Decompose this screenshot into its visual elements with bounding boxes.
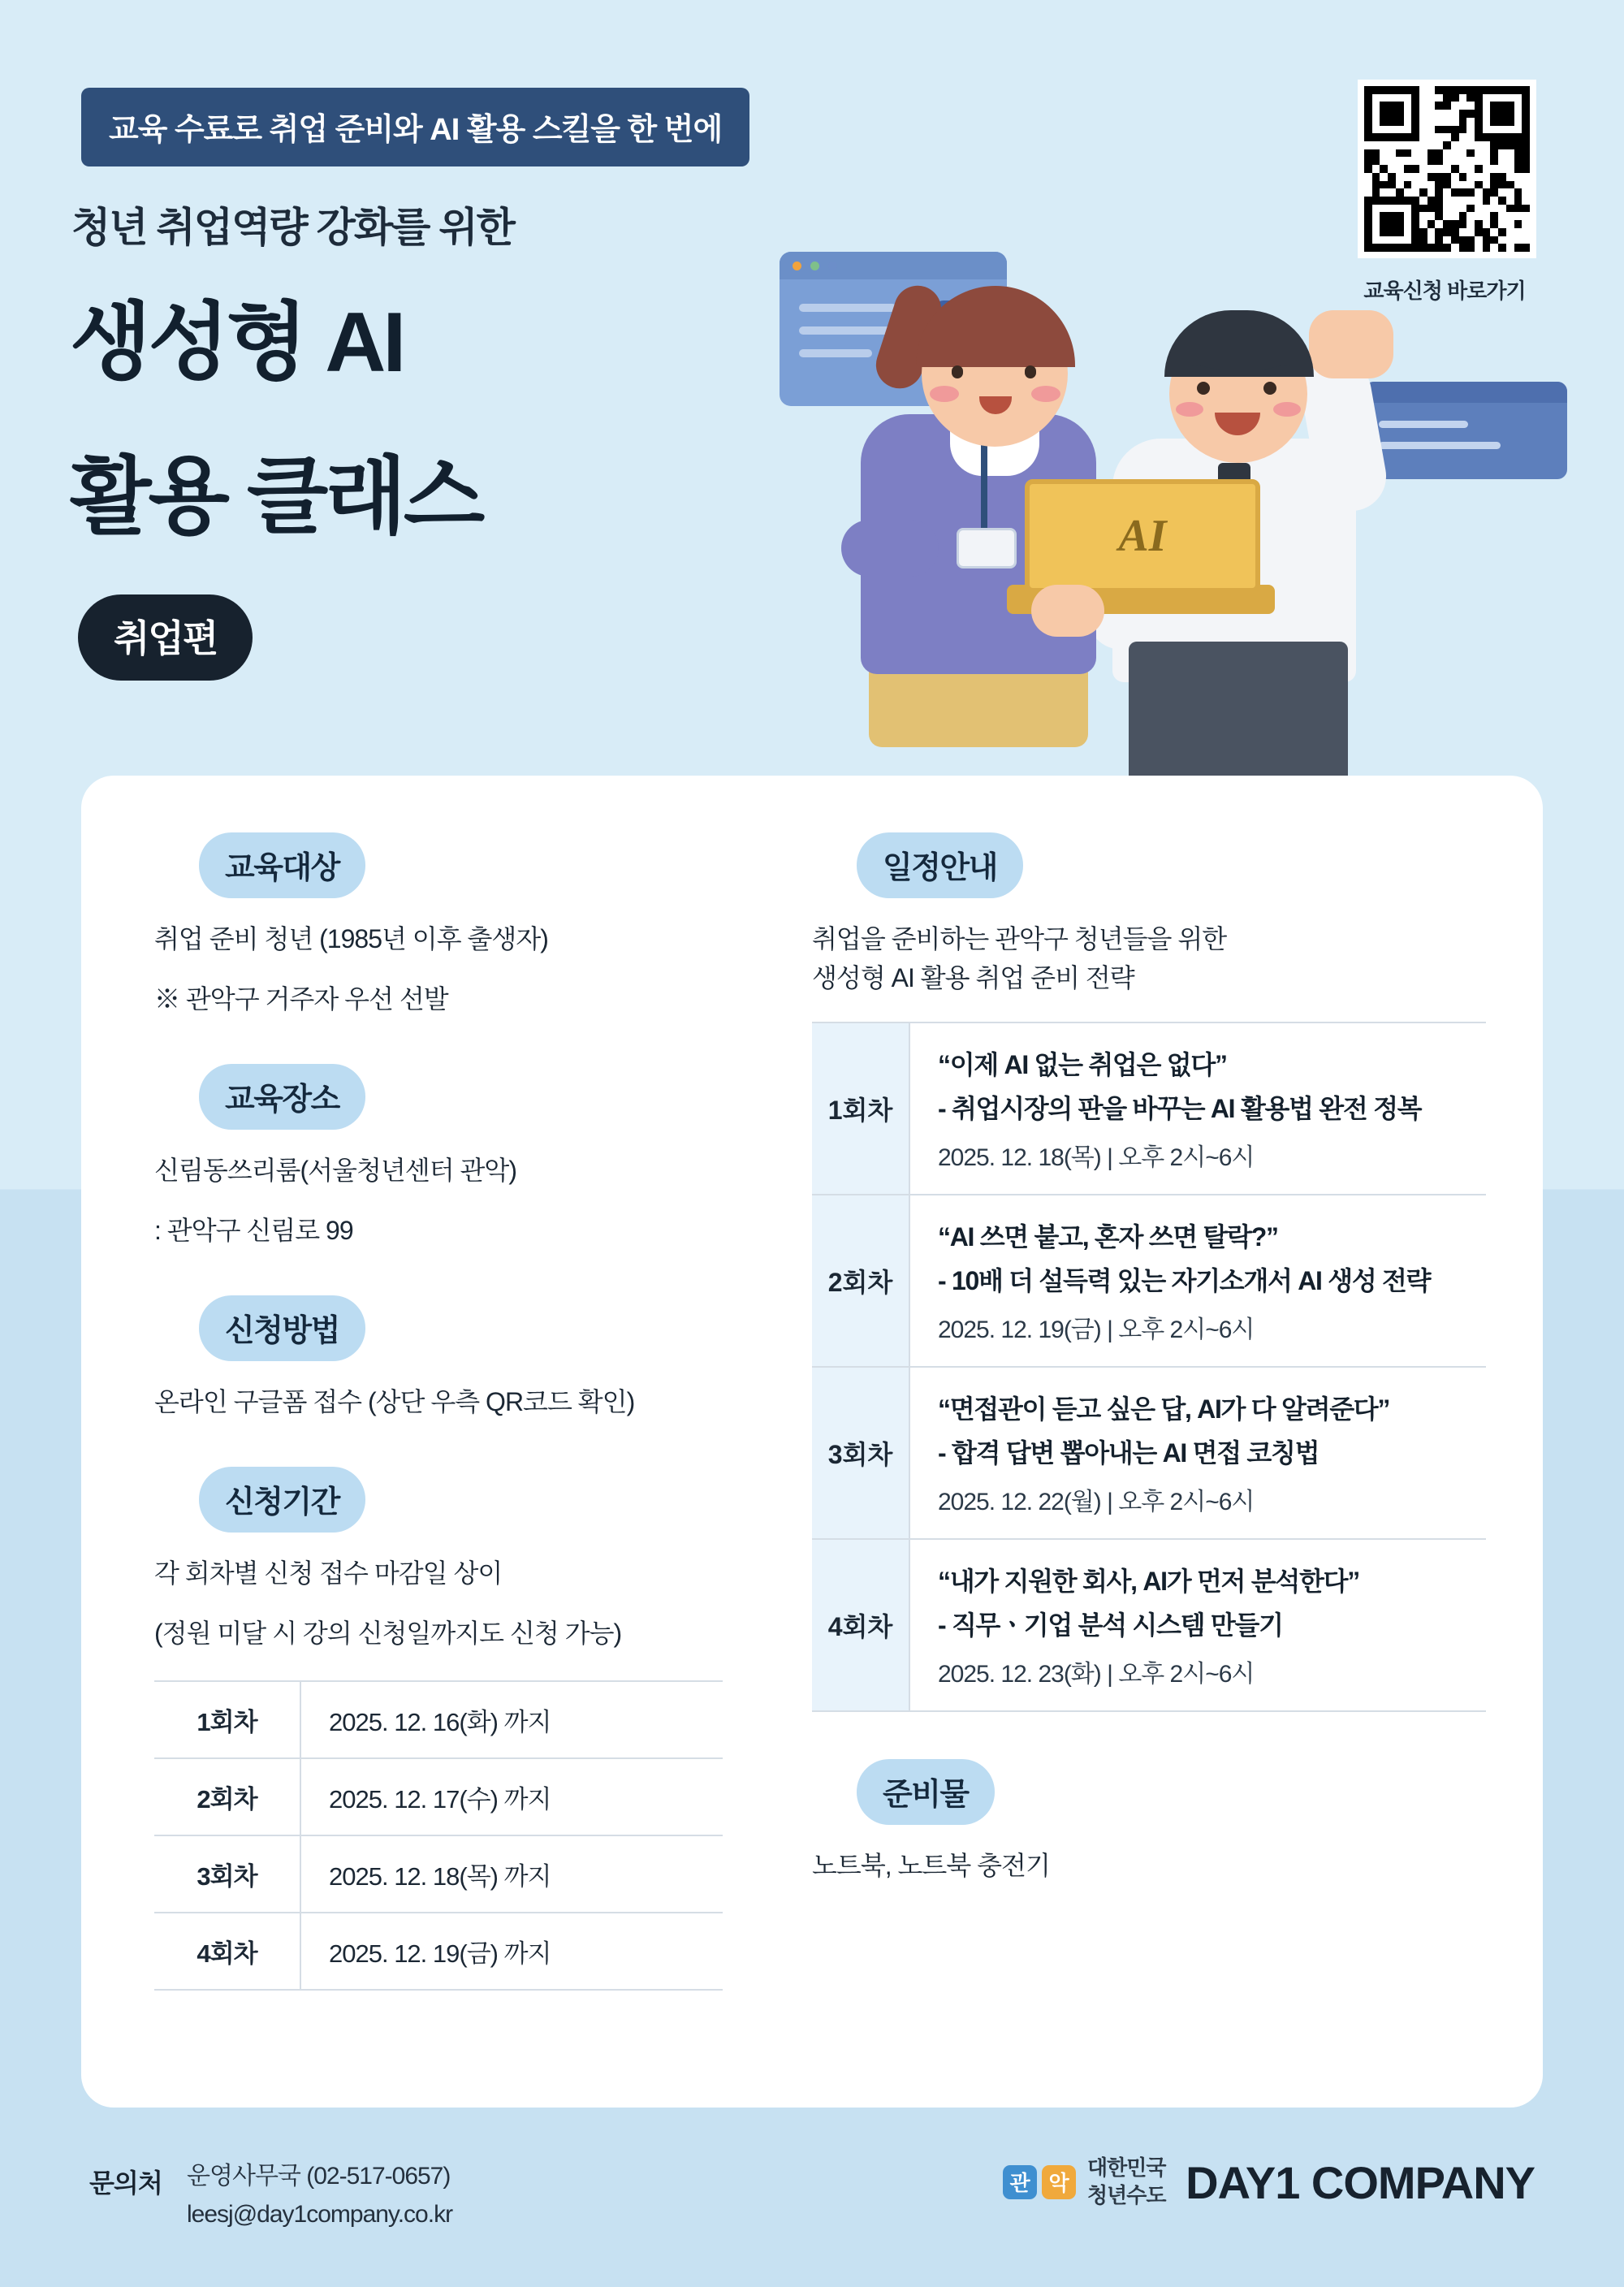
schedule-title: “면접관이 듣고 싶은 답, AI가 다 알려준다”: [938, 1394, 1390, 1424]
qr-code[interactable]: [1358, 80, 1536, 258]
section-schedule-intro2: 생성형 AI 활용 취업 준비 전략: [812, 963, 1134, 992]
gwanak-logo-text-2: 청년수도: [1087, 2182, 1166, 2207]
section-apply-period-title: 신청기간: [199, 1467, 365, 1533]
deadline-date: 2025. 12. 18(목) 까지: [300, 1835, 723, 1913]
window-small-line-2: [1379, 442, 1501, 449]
info-card: [81, 776, 1543, 2108]
footer: [0, 2148, 1624, 2286]
window-small-titlebar: [1364, 382, 1567, 403]
person-a-cheek-left: [930, 386, 959, 402]
section-schedule: [812, 832, 1486, 1712]
table-row: [154, 1758, 723, 1835]
header-ribbon: 교육 수료로 취업 준비와 AI 활용 스킬을 한 번에: [81, 88, 749, 166]
section-schedule-intro1: 취업을 준비하는 관악구 청년들을 위한: [812, 924, 1227, 953]
gwanak-logo-text: [1087, 2155, 1165, 2210]
person-a-lanyard: [981, 439, 987, 536]
gwanak-logo: [1003, 2155, 1165, 2210]
schedule-content: [909, 1539, 1486, 1711]
schedule-table: [812, 1022, 1486, 1712]
section-target-line2: ※ 관악구 거주자 우선 선발: [154, 984, 448, 1014]
deadline-session: 4회차: [154, 1913, 300, 1990]
schedule-session: 1회차: [812, 1022, 909, 1195]
schedule-subtitle: - 취업시장의 판을 바꾸는 AI 활용법 완전 정복: [938, 1094, 1422, 1123]
gwanak-logo-mark: [1003, 2165, 1076, 2199]
section-target-title: 교육대상: [199, 832, 365, 898]
laptop-screen: [1025, 479, 1260, 593]
section-target: [154, 832, 788, 1018]
person-b-hair: [1164, 310, 1314, 377]
section-supplies: [812, 1759, 1486, 1885]
table-row: [812, 1367, 1486, 1539]
schedule-subtitle: - 10배 더 설득력 있는 자기소개서 AI 생성 전략: [938, 1266, 1431, 1295]
schedule-date: 2025. 12. 19(금) | 오후 2시~6시: [938, 1316, 1255, 1343]
deadline-date: 2025. 12. 16(화) 까지: [300, 1681, 723, 1758]
window-graphic-small: [1364, 382, 1567, 479]
section-target-line1: 취업 준비 청년 (1985년 이후 출생자): [154, 924, 548, 953]
section-apply-method-line1: 온라인 구글폼 접수 (상단 우측 QR코드 확인): [154, 1387, 635, 1416]
window-small-line-1: [1379, 421, 1468, 428]
section-schedule-title: 일정안내: [857, 832, 1023, 898]
left-column: [154, 832, 788, 2036]
schedule-session: 4회차: [812, 1539, 909, 1711]
section-supplies-title: 준비물: [857, 1759, 995, 1825]
schedule-title: “AI 쓰면 붙고, 혼자 쓰면 탈락?”: [938, 1222, 1278, 1252]
person-a-cheek-right: [1031, 386, 1060, 402]
person-b-right-hand: [1309, 310, 1393, 378]
laptop-ai-label: AI: [1118, 511, 1167, 561]
window-dot-1: [793, 262, 801, 270]
table-row: [812, 1022, 1486, 1195]
gwanak-logo-text-1: 대한민국: [1087, 2155, 1166, 2180]
section-place-line2: : 관악구 신림로 99: [154, 1216, 353, 1245]
schedule-content: [909, 1367, 1486, 1539]
person-b-eye-right: [1263, 382, 1276, 395]
contact-label: 문의처: [89, 2168, 162, 2198]
window-line-3: [799, 349, 872, 357]
person-a-arm: [841, 520, 939, 577]
section-apply-period: [154, 1467, 788, 1991]
table-row: [154, 1913, 723, 1990]
person-a-eye-right: [1025, 365, 1036, 378]
window-line-1: [799, 304, 896, 312]
right-column: [812, 832, 1486, 1885]
schedule-session: 3회차: [812, 1367, 909, 1539]
deadline-date: 2025. 12. 17(수) 까지: [300, 1758, 723, 1835]
table-row: [154, 1681, 723, 1758]
brand-logo: DAY1 COMPANY: [1186, 2157, 1535, 2208]
schedule-title: “내가 지원한 회사, AI가 먼저 분석한다”: [938, 1567, 1359, 1596]
window-dot-3: [828, 262, 837, 270]
person-b-cheek-right: [1273, 402, 1301, 417]
deadline-date: 2025. 12. 19(금) 까지: [300, 1913, 723, 1990]
header-title-line2: 활용 클래스: [70, 450, 482, 544]
header-tag-badge: 취업편: [78, 594, 253, 681]
contact-info: [187, 2158, 452, 2233]
contact-phone: 운영사무국 (02-517-0657): [187, 2163, 451, 2190]
deadline-table: [154, 1680, 723, 1991]
person-a-eye-left: [952, 365, 963, 378]
schedule-date: 2025. 12. 18(목) | 오후 2시~6시: [938, 1144, 1255, 1171]
section-apply-method: [154, 1295, 788, 1421]
section-place: [154, 1064, 788, 1250]
person-a-hand: [1031, 585, 1104, 637]
schedule-subtitle: - 합격 답변 뽑아내는 AI 면접 코칭법: [938, 1438, 1320, 1468]
schedule-subtitle: - 직무ㆍ기업 분석 시스템 만들기: [938, 1610, 1283, 1640]
section-apply-period-line2: (정원 미달 시 강의 신청일까지도 신청 가능): [154, 1619, 622, 1648]
section-place-line1: 신림동쓰리룸(서울청년센터 관악): [154, 1156, 516, 1185]
deadline-session: 1회차: [154, 1681, 300, 1758]
illustration: [763, 236, 1575, 788]
schedule-date: 2025. 12. 22(월) | 오후 2시~6시: [938, 1489, 1255, 1515]
section-apply-method-title: 신청방법: [199, 1295, 365, 1361]
person-b-eye-left: [1197, 382, 1210, 395]
window-dot-2: [810, 262, 819, 270]
person-a-badge: [957, 528, 1017, 569]
header-subtitle: 청년 취업역량 강화를 위한: [71, 205, 514, 250]
gwanak-logo-char-2: 악: [1042, 2165, 1076, 2199]
header-title-line1: 생성형 AI: [70, 296, 404, 390]
section-supplies-line1: 노트북, 노트북 충전기: [812, 1851, 1050, 1880]
section-apply-period-line1: 각 회차별 신청 접수 마감일 상이: [154, 1559, 503, 1588]
person-b-legs: [1129, 642, 1348, 796]
table-row: [154, 1835, 723, 1913]
section-place-title: 교육장소: [199, 1064, 365, 1130]
table-row: [812, 1539, 1486, 1711]
qr-caption: 교육신청 바로가기: [1363, 279, 1526, 303]
deadline-session: 2회차: [154, 1758, 300, 1835]
schedule-session: 2회차: [812, 1195, 909, 1367]
schedule-content: [909, 1022, 1486, 1195]
schedule-date: 2025. 12. 23(화) | 오후 2시~6시: [938, 1661, 1255, 1688]
schedule-content: [909, 1195, 1486, 1367]
person-b-cheek-left: [1176, 402, 1203, 417]
deadline-session: 3회차: [154, 1835, 300, 1913]
table-row: [812, 1195, 1486, 1367]
schedule-title: “이제 AI 없는 취업은 없다”: [938, 1050, 1227, 1079]
contact-email[interactable]: leesj@day1company.co.kr: [187, 2200, 453, 2228]
gwanak-logo-char-1: 관: [1003, 2165, 1037, 2199]
